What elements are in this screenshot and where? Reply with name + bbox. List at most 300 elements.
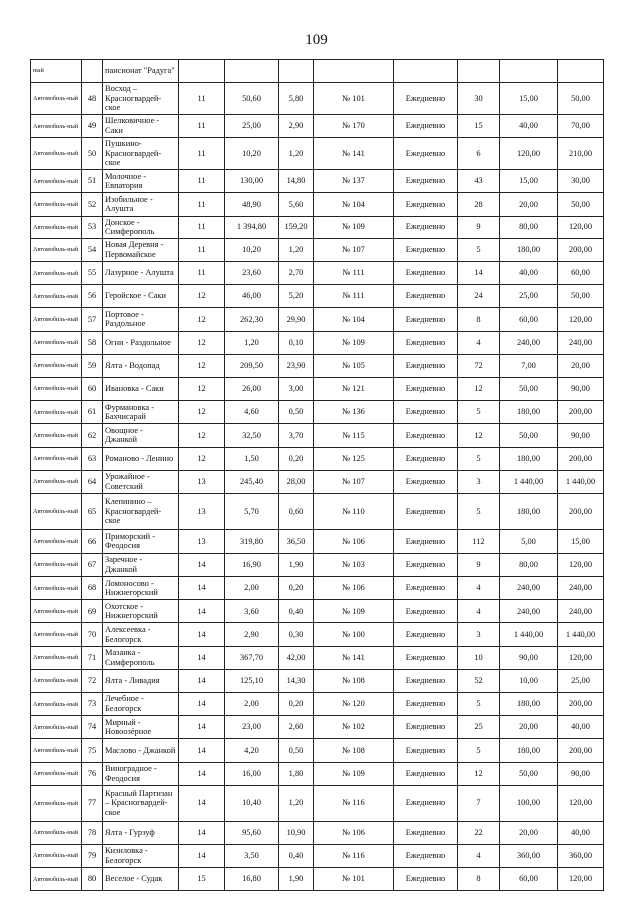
cell-type: ный: [31, 60, 82, 83]
cell-group: 14: [179, 577, 225, 600]
cell-no: 64: [82, 470, 103, 493]
cell-len: 4,60: [225, 401, 279, 424]
cell-freq: Ежедневно: [394, 623, 458, 646]
cell-val: 2,90: [279, 114, 314, 137]
cell-route: Клепинино – Красногвардей-ское: [103, 493, 179, 529]
cell-empty: [394, 60, 458, 83]
cell-p2: 90,00: [558, 424, 604, 447]
cell-p2: 50,00: [558, 285, 604, 308]
cell-freq: Ежедневно: [394, 493, 458, 529]
table-row: [31, 377, 604, 400]
cell-code: № 115: [314, 424, 394, 447]
cell-len: 16,80: [225, 868, 279, 891]
cell-len: 25,00: [225, 114, 279, 137]
cell-type: Автомобиль-ный: [31, 170, 82, 193]
cell-empty: [179, 60, 225, 83]
cell-cnt: 52: [458, 669, 500, 692]
cell-p1: 15,00: [500, 83, 558, 115]
cell-type: Автомобиль-ный: [31, 693, 82, 716]
cell-p1: 25,00: [500, 285, 558, 308]
cell-no: 74: [82, 716, 103, 739]
cell-p1: 240,00: [500, 331, 558, 354]
cell-group: 13: [179, 529, 225, 553]
cell-no: 53: [82, 216, 103, 238]
cell-len: 16,90: [225, 553, 279, 576]
cell-route: Алексеевка - Белогорск: [103, 623, 179, 646]
cell-freq: Ежедневно: [394, 83, 458, 115]
table-row: [31, 669, 604, 692]
cell-p1: 20,00: [500, 193, 558, 216]
cell-cnt: 14: [458, 262, 500, 285]
cell-group: 14: [179, 693, 225, 716]
cell-val: 28,00: [279, 470, 314, 493]
table-row: [31, 716, 604, 739]
cell-route: Ивановка - Саки: [103, 377, 179, 400]
cell-p2: 120,00: [558, 216, 604, 238]
cell-cnt: 4: [458, 600, 500, 623]
cell-freq: Ежедневно: [394, 821, 458, 844]
cell-type: Автомобиль-ный: [31, 285, 82, 308]
cell-route: Восход – Красногвардей-ское: [103, 83, 179, 115]
cell-freq: Ежедневно: [394, 138, 458, 170]
cell-cnt: 3: [458, 470, 500, 493]
cell-type: Автомобиль-ный: [31, 844, 82, 867]
cell-group: 14: [179, 762, 225, 785]
cell-type: Автомобиль-ный: [31, 529, 82, 553]
table-row-continued: [31, 60, 604, 83]
cell-group: 14: [179, 646, 225, 669]
cell-val: 14,80: [279, 170, 314, 193]
cell-no: 61: [82, 401, 103, 424]
cell-p2: 90,00: [558, 762, 604, 785]
cell-len: 262,30: [225, 308, 279, 331]
cell-code: № 116: [314, 844, 394, 867]
cell-cnt: 8: [458, 868, 500, 891]
cell-p1: 60,00: [500, 868, 558, 891]
cell-no: 60: [82, 377, 103, 400]
cell-p2: 240,00: [558, 577, 604, 600]
table-row: [31, 470, 604, 493]
cell-val: 36,50: [279, 529, 314, 553]
cell-code: № 108: [314, 739, 394, 762]
cell-cnt: 5: [458, 739, 500, 762]
cell-type: Автомобиль-ный: [31, 262, 82, 285]
cell-no: 48: [82, 83, 103, 115]
table-row: [31, 170, 604, 193]
table-row: [31, 447, 604, 470]
cell-val: 5,20: [279, 285, 314, 308]
cell-group: 12: [179, 331, 225, 354]
cell-p2: 40,00: [558, 716, 604, 739]
cell-no: 54: [82, 238, 103, 261]
cell-group: 11: [179, 114, 225, 137]
cell-group: 12: [179, 377, 225, 400]
cell-type: Автомобиль-ный: [31, 216, 82, 238]
cell-route: Охотское - Нижнегорский: [103, 600, 179, 623]
cell-no: 65: [82, 493, 103, 529]
cell-group: 13: [179, 493, 225, 529]
cell-val: 1,20: [279, 138, 314, 170]
cell-p2: 30,00: [558, 170, 604, 193]
cell-code: № 109: [314, 762, 394, 785]
cell-freq: Ежедневно: [394, 377, 458, 400]
cell-p2: 70,00: [558, 114, 604, 137]
cell-val: 0,50: [279, 739, 314, 762]
cell-val: 0,20: [279, 447, 314, 470]
cell-no: 52: [82, 193, 103, 216]
cell-route: Донское - Симферополь: [103, 216, 179, 238]
cell-no: 72: [82, 669, 103, 692]
cell-val: 0,50: [279, 401, 314, 424]
cell-p1: 15,00: [500, 170, 558, 193]
cell-group: 11: [179, 238, 225, 261]
table-row: [31, 493, 604, 529]
cell-group: 14: [179, 716, 225, 739]
cell-code: № 103: [314, 553, 394, 576]
cell-cnt: 9: [458, 216, 500, 238]
cell-type: Автомобиль-ный: [31, 785, 82, 821]
cell-freq: Ежедневно: [394, 693, 458, 716]
cell-type: Автомобиль-ный: [31, 577, 82, 600]
cell-route: Виноградное - Феодосия: [103, 762, 179, 785]
cell-code: № 108: [314, 669, 394, 692]
cell-type: Автомобиль-ный: [31, 401, 82, 424]
table-row: [31, 262, 604, 285]
cell-len: 46,00: [225, 285, 279, 308]
cell-len: 10,20: [225, 238, 279, 261]
cell-no: 55: [82, 262, 103, 285]
table-body: [31, 60, 604, 891]
cell-p2: 200,00: [558, 693, 604, 716]
cell-code: № 107: [314, 238, 394, 261]
cell-cnt: 12: [458, 424, 500, 447]
cell-freq: Ежедневно: [394, 553, 458, 576]
cell-p1: 240,00: [500, 577, 558, 600]
cell-code: № 101: [314, 868, 394, 891]
cell-type: Автомобиль-ный: [31, 762, 82, 785]
cell-p2: 120,00: [558, 308, 604, 331]
cell-p1: 1 440,00: [500, 623, 558, 646]
cell-no: 71: [82, 646, 103, 669]
cell-group: 11: [179, 262, 225, 285]
cell-empty: [82, 60, 103, 83]
cell-p1: 80,00: [500, 553, 558, 576]
cell-no: 67: [82, 553, 103, 576]
cell-type: Автомобиль-ный: [31, 193, 82, 216]
cell-type: Автомобиль-ный: [31, 868, 82, 891]
cell-route: Шелковичное - Саки: [103, 114, 179, 137]
cell-freq: Ежедневно: [394, 170, 458, 193]
cell-empty: [500, 60, 558, 83]
cell-type: Автомобиль-ный: [31, 138, 82, 170]
cell-code: № 109: [314, 600, 394, 623]
cell-p2: 240,00: [558, 600, 604, 623]
cell-route: Новая Деревня - Первомайское: [103, 238, 179, 261]
cell-p2: 90,00: [558, 377, 604, 400]
cell-group: 12: [179, 447, 225, 470]
cell-len: 209,50: [225, 354, 279, 377]
cell-type: Автомобиль-ный: [31, 308, 82, 331]
cell-group: 11: [179, 83, 225, 115]
cell-len: 10,40: [225, 785, 279, 821]
cell-route: Пушкино-Красногвардей-ское: [103, 138, 179, 170]
cell-route: Овощное - Джанкой: [103, 424, 179, 447]
cell-route: Ялта - Ливадия: [103, 669, 179, 692]
table-row: [31, 600, 604, 623]
table-row: [31, 401, 604, 424]
cell-no: 80: [82, 868, 103, 891]
cell-p1: 1 440,00: [500, 470, 558, 493]
cell-p1: 7,00: [500, 354, 558, 377]
cell-p2: 200,00: [558, 238, 604, 261]
cell-cnt: 4: [458, 844, 500, 867]
cell-len: 16,00: [225, 762, 279, 785]
cell-route: Мирный - Новоозёрное: [103, 716, 179, 739]
cell-cnt: 6: [458, 138, 500, 170]
cell-code: № 111: [314, 285, 394, 308]
cell-cnt: 9: [458, 553, 500, 576]
cell-p2: 120,00: [558, 646, 604, 669]
cell-no: 62: [82, 424, 103, 447]
cell-no: 66: [82, 529, 103, 553]
cell-cnt: 15: [458, 114, 500, 137]
cell-route: Изобильное - Алушта: [103, 193, 179, 216]
cell-code: № 109: [314, 216, 394, 238]
cell-val: 1,20: [279, 238, 314, 261]
cell-p1: 180,00: [500, 739, 558, 762]
cell-freq: Ежедневно: [394, 216, 458, 238]
cell-val: 2,60: [279, 716, 314, 739]
cell-p2: 120,00: [558, 868, 604, 891]
cell-route: Портовое - Раздольное: [103, 308, 179, 331]
cell-p1: 50,00: [500, 424, 558, 447]
cell-cnt: 72: [458, 354, 500, 377]
cell-val: 10,90: [279, 821, 314, 844]
cell-p2: 20,00: [558, 354, 604, 377]
cell-len: 1,50: [225, 447, 279, 470]
cell-len: 3,50: [225, 844, 279, 867]
table-row: [31, 739, 604, 762]
cell-len: 2,00: [225, 693, 279, 716]
cell-code: № 141: [314, 138, 394, 170]
cell-freq: Ежедневно: [394, 285, 458, 308]
cell-cnt: 24: [458, 285, 500, 308]
cell-route: Геройское - Саки: [103, 285, 179, 308]
cell-len: 2,00: [225, 577, 279, 600]
cell-val: 0,40: [279, 600, 314, 623]
cell-no: 73: [82, 693, 103, 716]
cell-group: 14: [179, 785, 225, 821]
cell-route: Фурмановка - Бахчисарай: [103, 401, 179, 424]
cell-type: Автомобиль-ный: [31, 83, 82, 115]
cell-p1: 40,00: [500, 114, 558, 137]
cell-type: Автомобиль-ный: [31, 377, 82, 400]
table-row: [31, 529, 604, 553]
cell-p2: 120,00: [558, 785, 604, 821]
cell-empty: [314, 60, 394, 83]
cell-cnt: 10: [458, 646, 500, 669]
cell-val: 23,90: [279, 354, 314, 377]
cell-code: № 109: [314, 331, 394, 354]
routes-table: [30, 59, 604, 891]
cell-cnt: 22: [458, 821, 500, 844]
cell-route: Кизиловка - Белогорск: [103, 844, 179, 867]
cell-freq: Ежедневно: [394, 739, 458, 762]
cell-route: Ялта - Гурзуф: [103, 821, 179, 844]
table-row: [31, 238, 604, 261]
cell-empty: [458, 60, 500, 83]
cell-route: Лечебное - Белогорск: [103, 693, 179, 716]
cell-group: 14: [179, 821, 225, 844]
cell-type: Автомобиль-ный: [31, 739, 82, 762]
cell-val: 159,20: [279, 216, 314, 238]
cell-code: № 137: [314, 170, 394, 193]
cell-p2: 200,00: [558, 401, 604, 424]
cell-freq: Ежедневно: [394, 193, 458, 216]
table-row: [31, 193, 604, 216]
cell-len: 130,00: [225, 170, 279, 193]
cell-code: № 100: [314, 623, 394, 646]
cell-code: № 107: [314, 470, 394, 493]
cell-no: 77: [82, 785, 103, 821]
table-row: [31, 646, 604, 669]
cell-code: № 110: [314, 493, 394, 529]
cell-route: пансионат "Радуга": [103, 60, 179, 83]
cell-cnt: 5: [458, 238, 500, 261]
cell-group: 12: [179, 285, 225, 308]
cell-no: 58: [82, 331, 103, 354]
cell-p2: 50,00: [558, 83, 604, 115]
cell-freq: Ежедневно: [394, 308, 458, 331]
cell-cnt: 25: [458, 716, 500, 739]
cell-p1: 240,00: [500, 600, 558, 623]
table-row: [31, 868, 604, 891]
table-row: [31, 821, 604, 844]
cell-type: Автомобиль-ный: [31, 646, 82, 669]
table-row: [31, 785, 604, 821]
cell-cnt: 12: [458, 377, 500, 400]
cell-type: Автомобиль-ный: [31, 447, 82, 470]
cell-route: Красный Партизан – Красногвардей-ское: [103, 785, 179, 821]
cell-code: № 136: [314, 401, 394, 424]
cell-cnt: 5: [458, 447, 500, 470]
cell-p2: 120,00: [558, 553, 604, 576]
cell-group: 14: [179, 623, 225, 646]
cell-p2: 240,00: [558, 331, 604, 354]
cell-no: 59: [82, 354, 103, 377]
cell-no: 75: [82, 739, 103, 762]
cell-p1: 50,00: [500, 377, 558, 400]
cell-len: 5,70: [225, 493, 279, 529]
cell-code: № 170: [314, 114, 394, 137]
cell-no: 79: [82, 844, 103, 867]
table-row: [31, 424, 604, 447]
cell-cnt: 4: [458, 331, 500, 354]
cell-group: 15: [179, 868, 225, 891]
cell-len: 4,20: [225, 739, 279, 762]
cell-val: 3,70: [279, 424, 314, 447]
cell-group: 12: [179, 401, 225, 424]
table-row: [31, 577, 604, 600]
cell-freq: Ежедневно: [394, 529, 458, 553]
cell-group: 14: [179, 739, 225, 762]
cell-no: 68: [82, 577, 103, 600]
cell-len: 50,60: [225, 83, 279, 115]
cell-freq: Ежедневно: [394, 762, 458, 785]
cell-val: 1,20: [279, 785, 314, 821]
cell-route: Ялта - Водопад: [103, 354, 179, 377]
cell-no: 49: [82, 114, 103, 137]
cell-type: Автомобиль-ный: [31, 669, 82, 692]
cell-len: 2,90: [225, 623, 279, 646]
cell-no: 69: [82, 600, 103, 623]
cell-val: 5,80: [279, 83, 314, 115]
cell-len: 48,90: [225, 193, 279, 216]
cell-val: 0,30: [279, 623, 314, 646]
cell-p2: 200,00: [558, 447, 604, 470]
cell-len: 319,80: [225, 529, 279, 553]
cell-no: 63: [82, 447, 103, 470]
cell-p2: 1 440,00: [558, 623, 604, 646]
cell-route: Веселое - Судак: [103, 868, 179, 891]
cell-cnt: 28: [458, 193, 500, 216]
cell-len: 95,60: [225, 821, 279, 844]
cell-type: Автомобиль-ный: [31, 238, 82, 261]
table-row: [31, 216, 604, 238]
cell-p1: 5,00: [500, 529, 558, 553]
cell-cnt: 30: [458, 83, 500, 115]
cell-code: № 104: [314, 308, 394, 331]
cell-freq: Ежедневно: [394, 331, 458, 354]
cell-p1: 180,00: [500, 693, 558, 716]
table-row: [31, 762, 604, 785]
cell-group: 13: [179, 470, 225, 493]
cell-group: 11: [179, 138, 225, 170]
cell-type: Автомобиль-ный: [31, 493, 82, 529]
cell-p2: 40,00: [558, 821, 604, 844]
cell-val: 14,30: [279, 669, 314, 692]
cell-freq: Ежедневно: [394, 646, 458, 669]
cell-freq: Ежедневно: [394, 424, 458, 447]
cell-freq: Ежедневно: [394, 447, 458, 470]
cell-type: Автомобиль-ный: [31, 114, 82, 137]
cell-freq: Ежедневно: [394, 114, 458, 137]
cell-p1: 100,00: [500, 785, 558, 821]
cell-no: 50: [82, 138, 103, 170]
cell-freq: Ежедневно: [394, 669, 458, 692]
cell-val: 0,20: [279, 693, 314, 716]
table-row: [31, 553, 604, 576]
cell-route: Приморский - Феодосия: [103, 529, 179, 553]
cell-freq: Ежедневно: [394, 470, 458, 493]
cell-group: 11: [179, 216, 225, 238]
cell-p1: 120,00: [500, 138, 558, 170]
cell-code: № 101: [314, 83, 394, 115]
cell-len: 245,40: [225, 470, 279, 493]
cell-route: Огни - Раздольное: [103, 331, 179, 354]
cell-group: 11: [179, 170, 225, 193]
cell-code: № 111: [314, 262, 394, 285]
cell-val: 0,20: [279, 577, 314, 600]
cell-empty: [558, 60, 604, 83]
cell-p1: 180,00: [500, 447, 558, 470]
cell-code: № 116: [314, 785, 394, 821]
cell-route: Урожайное - Советский: [103, 470, 179, 493]
cell-code: № 106: [314, 577, 394, 600]
cell-route: Маслово - Джанкой: [103, 739, 179, 762]
cell-group: 14: [179, 844, 225, 867]
cell-p2: 25,00: [558, 669, 604, 692]
